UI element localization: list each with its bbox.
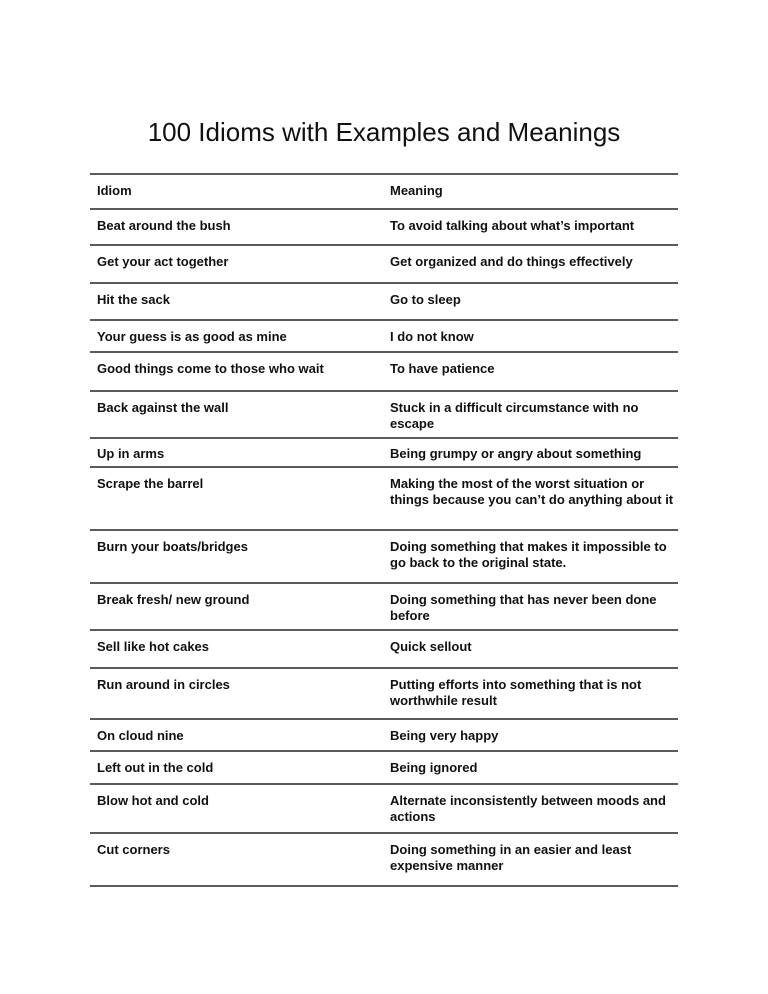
idiom-cell: Cut corners	[97, 842, 170, 857]
meaning-cell: Alternate inconsistently between moods and actions	[390, 793, 666, 824]
idiom-cell: Back against the wall	[97, 400, 229, 415]
meaning-cell: Putting efforts into something that is not worthwhile result	[390, 677, 642, 708]
idiom-cell: Hit the sack	[97, 292, 170, 307]
idiom-cell: Get your act together	[97, 254, 229, 269]
meaning-cell: Doing something in an easier and least expensive manner	[390, 842, 632, 873]
column-header-meaning: Meaning	[390, 183, 443, 198]
idiom-cell: Break fresh/ new ground	[97, 592, 250, 607]
meaning-cell: Doing something that has never been done before	[390, 592, 657, 623]
table-row	[90, 319, 678, 351]
meaning-cell: Being grumpy or angry about something	[390, 446, 642, 461]
table-row	[90, 750, 678, 783]
meaning-cell: Being very happy	[390, 728, 499, 743]
idiom-cell: On cloud nine	[97, 728, 184, 743]
idiom-cell: Good things come to those who wait	[97, 361, 324, 376]
idioms-table	[90, 173, 678, 887]
idiom-cell: Burn your boats/bridges	[97, 539, 248, 554]
idiom-cell: Blow hot and cold	[97, 793, 209, 808]
idiom-cell: Your guess is as good as mine	[97, 329, 287, 344]
table-row	[90, 582, 678, 629]
idiom-cell: Left out in the cold	[97, 760, 214, 775]
table-row	[90, 466, 678, 529]
column-header-idiom: Idiom	[97, 183, 132, 198]
table-row	[90, 244, 678, 282]
table-row	[90, 667, 678, 718]
meaning-cell: Making the most of the worst situation or things because you can’t do anything about it	[390, 476, 674, 507]
table-row	[90, 282, 678, 319]
idiom-cell: Run around in circles	[97, 677, 230, 692]
meaning-cell: To avoid talking about what’s important	[390, 218, 635, 233]
meaning-cell: Being ignored	[390, 760, 478, 775]
table-row	[90, 390, 678, 437]
meaning-cell: Get organized and do things effectively	[390, 254, 633, 269]
table-row	[90, 208, 678, 244]
table-row	[90, 718, 678, 750]
meaning-cell: To have patience	[390, 361, 495, 376]
table-row	[90, 783, 678, 832]
idiom-cell: Up in arms	[97, 446, 165, 461]
table-row	[90, 529, 678, 582]
page-title: 100 Idioms with Examples and Meanings	[147, 117, 621, 147]
table-row	[90, 351, 678, 390]
meaning-cell: Quick sellout	[390, 639, 472, 654]
meaning-cell: Doing something that makes it impossible to go back to the original state.	[390, 539, 667, 570]
idiom-cell: Scrape the barrel	[97, 476, 204, 491]
meaning-cell: I do not know	[390, 329, 474, 344]
meaning-cell: Stuck in a difficult circumstance with no escape	[390, 400, 639, 431]
table-header-row	[90, 173, 678, 208]
meaning-cell: Go to sleep	[390, 292, 461, 307]
idiom-cell: Sell like hot cakes	[97, 639, 210, 654]
table-row	[90, 629, 678, 667]
idiom-cell: Beat around the bush	[97, 218, 231, 233]
table-row	[90, 832, 678, 887]
table-row	[90, 437, 678, 466]
